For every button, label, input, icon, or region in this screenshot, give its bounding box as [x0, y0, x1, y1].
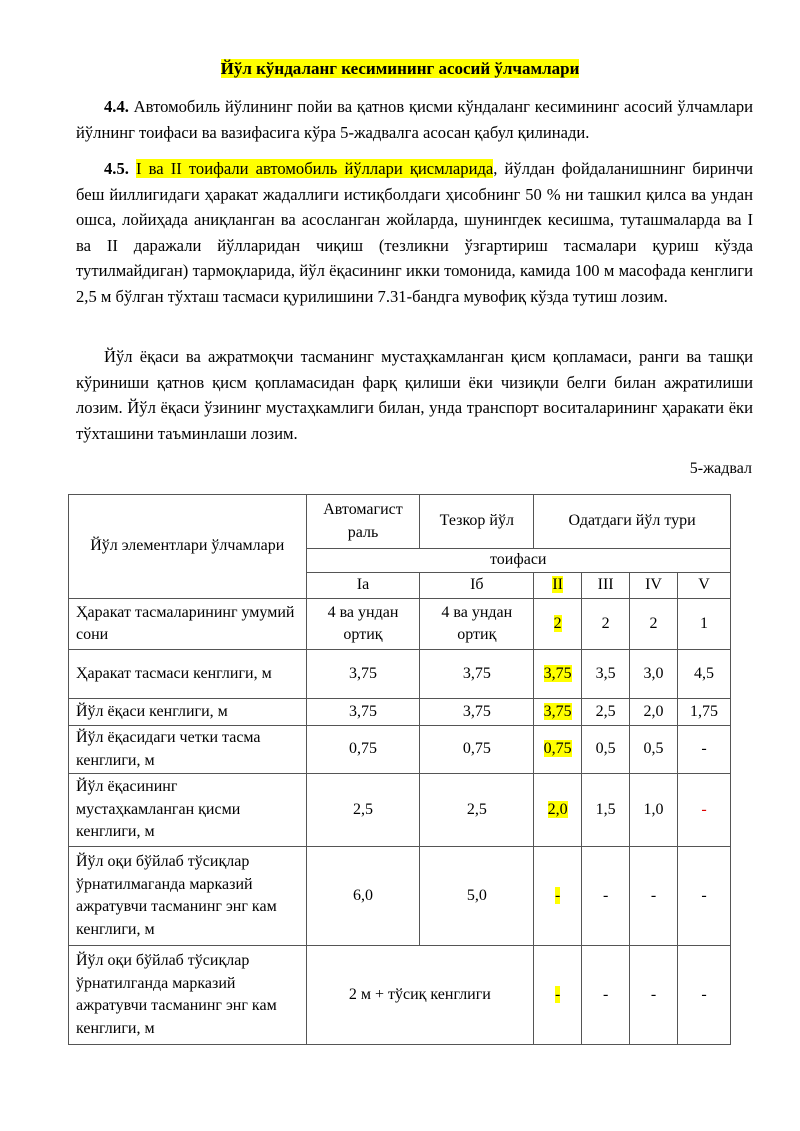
table-cell: 3,75: [306, 699, 420, 726]
cat-cell: III: [582, 573, 630, 599]
cat-cell: IV: [630, 573, 678, 599]
header-ordinary: Одатдаги йўл тури: [534, 495, 731, 549]
table-cell: -: [630, 847, 678, 946]
cat-cell: Ia: [306, 573, 420, 599]
table-cell: 1,5: [582, 774, 630, 847]
table-row: [69, 774, 731, 847]
table-cell: 4,5: [678, 650, 731, 699]
table-cell: -: [678, 946, 731, 1045]
table-cell: 6,0: [306, 847, 420, 946]
paragraph-4-5: 4.5. I ва II тоифали автомобиль йўллари қисмларида, йўлдан фойдаланишнинг биринчи беш йиллигидаги ҳаракат жадаллиги истиқболдаги ҳисобнинг 50 % ни ташкил қилса ва ундан ошса, лойиҳада аниқланган ва асосланган жойларда, шунингдек кесишма, туташмаларда ва I ва II даражали йўлларидан чиқиш (тезликни ўзгартириш тасмалари қуриш кўзда тутилмайдиган) тармоқларида, йўл ёқасининг икки томонида, камида 100 м масофада кенглиги 2,5 м бўлган тўхташ тасмаси қурилишини 7.31-бандга мувофиқ кўзда тутиш лозим.: [76, 159, 753, 306]
cat-cell: V: [678, 573, 731, 599]
header-highway: Автомагист раль: [306, 495, 420, 549]
row-label: Йўл ёқасининг мустаҳкамланган қисми кенглиги, м: [69, 774, 307, 847]
table-cell: 3,75: [420, 650, 534, 699]
table-cell: 0,5: [582, 726, 630, 774]
table-cell: 2,5: [306, 774, 420, 847]
table-cell: 2,0: [534, 774, 582, 847]
table-cell: 3,5: [582, 650, 630, 699]
table-cell: -: [534, 847, 582, 946]
table-row: [69, 650, 731, 699]
table-cell: 2: [630, 599, 678, 650]
table-cell: 4 ва ундан ортиқ: [306, 599, 420, 650]
table-cell: 0,75: [306, 726, 420, 774]
paragraph-shoulder: Йўл ёқаси ва ажратмоқчи тасманинг мустаҳкамланган қисм қопламаси, ранги ва ташқи кўриниши қатнов қисм қопламасидан фарқ қилиши ёки чизиқли белги билан ажратилиши лозим. Йўл ёқаси ўзининг мустаҳкамлиги билан, унда транспорт воситаларининг ҳаракати ёки тўхташини таъминлаши лозим.: [76, 347, 753, 443]
table-header-row: [69, 495, 731, 549]
table-row: [69, 847, 731, 946]
table-cell: -: [534, 946, 582, 1045]
table-cell: 3,0: [630, 650, 678, 699]
cat-cell: Iб: [420, 573, 534, 599]
header-elements: Йўл элементлари ўлчамлари: [69, 495, 307, 599]
table-cell: -: [678, 847, 731, 946]
table-cell: 2: [582, 599, 630, 650]
table-cell: -: [630, 946, 678, 1045]
table-row: [69, 599, 731, 650]
table-row: [69, 699, 731, 726]
table-cell: -: [678, 774, 731, 847]
row-label: Ҳаракат тасмаларининг умумий сони: [69, 599, 307, 650]
row-label: Ҳаракат тасмаси кенглиги, м: [69, 650, 307, 699]
section-title: Йўл кўндаланг кесимининг асосий ўлчамлари: [220, 59, 580, 78]
table-cell: 2,0: [630, 699, 678, 726]
table-cell: 0,75: [420, 726, 534, 774]
table-cell: 3,75: [420, 699, 534, 726]
table-cell: 2,5: [582, 699, 630, 726]
row-label: Йўл ёқасидаги четки тасма кенглиги, м: [69, 726, 307, 774]
table-cell: -: [582, 847, 630, 946]
table-number: 5-жадвал: [689, 460, 752, 477]
table-cell: 2: [534, 599, 582, 650]
table-cell: 2,5: [420, 774, 534, 847]
table-cell: 3,75: [306, 650, 420, 699]
table-cell: 3,75: [534, 699, 582, 726]
cat-cell: II: [534, 573, 582, 599]
header-express: Тезкор йўл: [420, 495, 534, 549]
table-cell: 0,5: [630, 726, 678, 774]
table-cell-merged: 2 м + тўсиқ кенглиги: [306, 946, 534, 1045]
row-label: Йўл ёқаси кенглиги, м: [69, 699, 307, 726]
table-cell: 4 ва ундан ортиқ: [420, 599, 534, 650]
table-row: [69, 946, 731, 1045]
row-label: Йўл оқи бўйлаб тўсиқлар ўрнатилганда марказий ажратувчи тасманинг энг кам кенглиги, м: [69, 946, 307, 1045]
table-cell: 1: [678, 599, 731, 650]
paragraph-4-4: 4.4. Автомобиль йўлининг пойи ва қатнов қисми кўндаланг кесимининг асосий ўлчамлари йўлнинг тоифаси ва вазифасига кўра 5-жадвалга асосан қабул қилинади.: [76, 97, 753, 142]
table-cell: 0,75: [534, 726, 582, 774]
highlighted-phrase: I ва II тоифали автомобиль йўллари қисмларида: [136, 159, 494, 178]
table-row: [69, 726, 731, 774]
table-cell: -: [678, 726, 731, 774]
table-cell: 1,0: [630, 774, 678, 847]
road-parameters-table: [68, 494, 731, 1045]
row-label: Йўл оқи бўйлаб тўсиқлар ўрнатилмаганда марказий ажратувчи тасманинг энг кам кенглиги, м: [69, 847, 307, 946]
table-cell: 3,75: [534, 650, 582, 699]
table-cell: -: [582, 946, 630, 1045]
table-cell: 5,0: [420, 847, 534, 946]
table-cell: 1,75: [678, 699, 731, 726]
header-category: тоифаси: [306, 549, 730, 573]
